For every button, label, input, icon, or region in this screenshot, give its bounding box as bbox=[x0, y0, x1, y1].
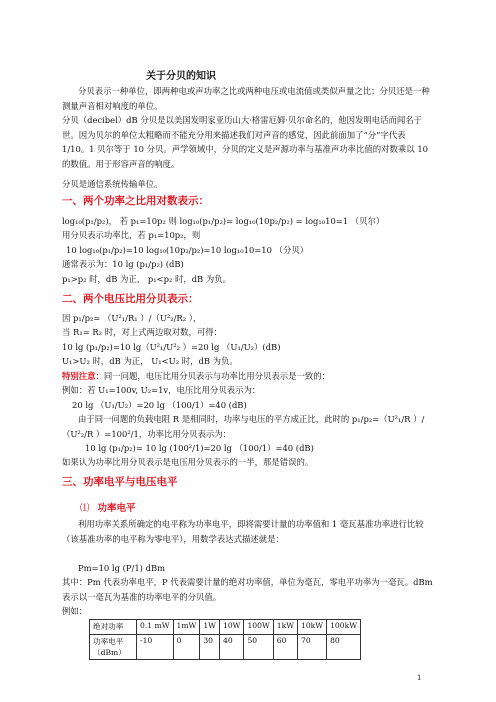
table-row bbox=[90, 620, 361, 635]
special-note-text: 同一问题，电压比用分贝表示与功率比用分贝表示是一致的： bbox=[103, 371, 330, 381]
subsection-power-level bbox=[80, 500, 136, 514]
power-level-formula: Pm=10 lg (P/1) dBm bbox=[78, 563, 166, 573]
page-number: 1 bbox=[417, 674, 422, 682]
table-cell: 50 bbox=[244, 635, 273, 660]
section-1-line: 10 log₁₀(p₁/p₂)=10 log₁₀(10p₂/p₂)=10 log₁₀10=10 （分贝） bbox=[66, 245, 309, 255]
intro-paragraph-1: 分贝表示一种单位，即两种电或声功率之比或两种电压或电流值或类似声量之比；分贝还是一种测量声音相对响度的单位。 bbox=[62, 86, 430, 111]
section-2-line: 10 lg (p₁/p₂)=10 lg（U²₁/U²₂ ）=20 lg （U₁/U₂）(dB) bbox=[62, 342, 281, 352]
table-cell: 70 bbox=[298, 635, 327, 660]
section-2-line: 因 p₁/p₂= （U²₁/R₁ ）/（U²₂/R₂ ）， bbox=[62, 313, 202, 323]
example-paragraph: 由于同一问题的负载电阻 R 是相同时，功率与电压的平方成正比，此时的 p₁/p₂=（U²₁/R ）/（U²₂/R ）=100²/1，功率比用分贝表示为： bbox=[62, 414, 425, 439]
section-2-heading: 二、两个电压比用分贝表示： bbox=[62, 293, 199, 305]
table-cell: 60 bbox=[273, 635, 297, 660]
table-cell: 30 bbox=[200, 635, 220, 660]
table-cell: 80 bbox=[327, 635, 361, 660]
example-line: 10 lg (p₁/p₂)= 10 lg (100²/1)=20 lg （100/1）=40 (dB) bbox=[85, 443, 314, 453]
section-1-line: 通常表示为：10 lg (p₁/p₂) (dB) bbox=[62, 259, 184, 269]
page-title: 关于分贝的知识 bbox=[146, 71, 216, 82]
table-cell: 1mW bbox=[173, 620, 200, 635]
table-cell: 1kW bbox=[273, 620, 297, 635]
section-1-line: log₁₀(p₁/p₂)， 若 p₁=10p₂ 则 log₁₀(p₁/p₂)= log₁₀(10p₂/p₂) = log₁₀10=1 （贝尔） bbox=[62, 216, 385, 226]
table-header-cell: 绝对功率 bbox=[90, 620, 137, 635]
example-line: 例如：若 U₁=100v, U₂=1v，电压比用分贝表示为： bbox=[62, 385, 261, 395]
example-line: 20 lg （U₁/U₂）=20 lg （100/1）=40 (dB) bbox=[72, 400, 247, 410]
table-cell: 10W bbox=[219, 620, 243, 635]
section-1-heading: 一、两个功率之比用对数表示： bbox=[62, 195, 209, 207]
table-cell: 100kW bbox=[327, 620, 361, 635]
table-cell: 100W bbox=[244, 620, 273, 635]
table-cell: 1W bbox=[200, 620, 220, 635]
power-level-paragraph: 利用功率关系所确定的电平称为功率电平，即将需要计量的功率值和 1 毫瓦基准功率进行比较（该基准功率的电平称为零电平），用数学表达式描述就是： bbox=[62, 519, 424, 544]
power-level-explanation: 其中：Pm 代表功率电平，P 代表需要计量的绝对功率值，单位为毫瓦，零电平功率为一毫瓦。dBm 表示以一毫瓦为基准的功率电平的分贝值。 bbox=[62, 577, 433, 602]
table-header-cell: 功率电平（dBm） bbox=[90, 635, 137, 660]
section-3-heading: 三、功率电平与电压电平 bbox=[62, 476, 178, 488]
conclusion-line: 如果认为功率比用分贝表示是电压用分贝表示的一半，那是错误的。 bbox=[62, 457, 314, 467]
table-cell: 0.1 mW bbox=[137, 620, 174, 635]
intro-paragraph-3: 分贝是通信系统传输单位。 bbox=[62, 179, 163, 189]
table-cell: -10 bbox=[137, 635, 174, 660]
section-1-line: p₁>p₂ 时，dB 为正， p₁<p₂ 时，dB 为负。 bbox=[62, 274, 232, 284]
table-row bbox=[90, 635, 361, 660]
intro-paragraph-2: 分贝（decibel）dB 分贝是以美国发明家亚历山大·格雷厄姆·贝尔命名的，他因发明电话而闻名于世。因为贝尔的单位太粗略而不能充分用来描述我们对声音的感觉，因此前面加了“分”字代表 1/10。1 贝尔等于 10 分贝。声学领域中，分贝的定义是声源功率与基准声功率比值的对数乘以 10 的数值。用于形容声音的响度。 bbox=[62, 115, 428, 169]
subsection-number: ⑴ bbox=[80, 503, 90, 514]
table-cell: 0 bbox=[173, 635, 200, 660]
special-note-label: 特别注意： bbox=[62, 371, 104, 381]
table-cell: 10kW bbox=[298, 620, 327, 635]
special-note bbox=[62, 369, 442, 384]
table-cell: 40 bbox=[219, 635, 243, 660]
power-level-table bbox=[89, 619, 361, 660]
section-2-line: U₁>U₂ 时，dB 为正， U₁<U₂ 时，dB 为负。 bbox=[62, 356, 238, 366]
section-1-line: 用分贝表示功率比，若 p₁=10p₂，则 bbox=[62, 230, 201, 240]
section-2-line: 当 R₁= R₂ 时，对上式两边取对数，可得： bbox=[62, 327, 222, 337]
subsection-heading: 功率电平 bbox=[97, 503, 136, 514]
example-label: 例如： bbox=[62, 606, 88, 616]
